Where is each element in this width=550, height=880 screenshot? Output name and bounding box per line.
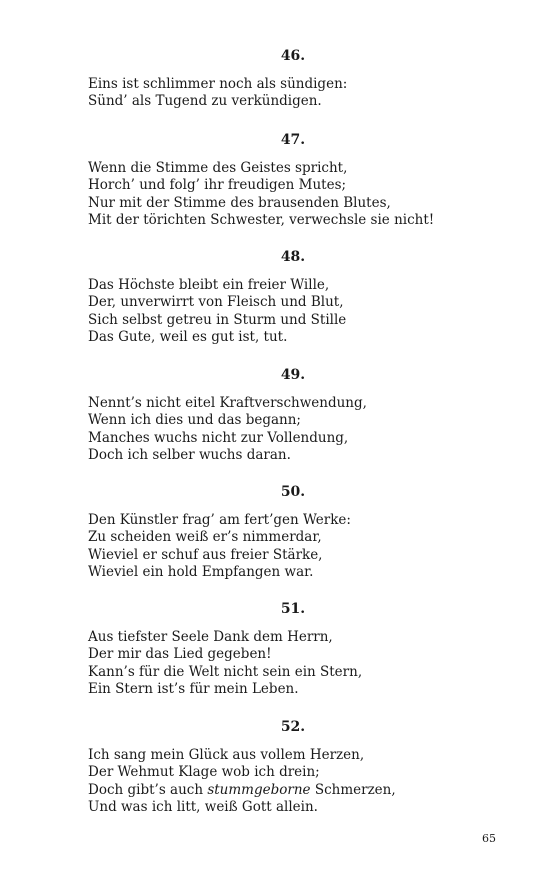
verse-line: Zu scheiden weiß er’s nimmerdar, bbox=[88, 529, 322, 546]
verse-line: Wieviel er schuf aus freier Stärke, bbox=[88, 546, 323, 563]
verse-line: Wieviel ein hold Empfangen war. bbox=[88, 563, 314, 580]
verse-line: Horch’ und folg’ ihr freudigen Mutes; bbox=[88, 177, 347, 194]
verse-line: Mit der törichten Schwester, verwechsle sie nicht! bbox=[88, 211, 435, 228]
verse-line: Manches wuchs nicht zur Vollendung, bbox=[88, 429, 349, 446]
verse-line: Der, unverwirrt von Fleisch und Blut, bbox=[88, 294, 344, 311]
stanza-50 bbox=[88, 483, 508, 581]
verse-line: Sich selbst getreu in Sturm und Stille bbox=[88, 311, 347, 328]
verse-line: Wenn ich dies und das begann; bbox=[88, 412, 301, 429]
verse-line: Aus tiefster Seele Dank dem Herrn, bbox=[88, 629, 333, 645]
verse-line-start: Doch gibt’s auch bbox=[88, 781, 208, 798]
stanza-number: 46. bbox=[280, 48, 306, 64]
verse-line bbox=[88, 782, 508, 799]
stanza-number: 52. bbox=[280, 719, 306, 735]
stanza-52 bbox=[88, 718, 508, 816]
stanza-51 bbox=[88, 600, 508, 698]
stanza-number: 49. bbox=[280, 367, 306, 383]
verse-line: Der mir das Lied gegeben! bbox=[88, 646, 272, 663]
stanza-47 bbox=[88, 131, 508, 229]
stanza-number: 48. bbox=[280, 249, 306, 265]
stanza-49 bbox=[88, 366, 508, 464]
verse-line: Den Künstler frag’ am fert’gen Werke: bbox=[88, 512, 351, 528]
stanza-48 bbox=[88, 248, 508, 346]
verse-line: Nur mit der Stimme des brausenden Blutes, bbox=[88, 194, 391, 211]
verse-line: Das Höchste bleibt ein freier Wille, bbox=[88, 277, 330, 293]
italic-word: stummgeborne bbox=[207, 781, 311, 798]
stanza-number: 50. bbox=[280, 484, 306, 500]
verse-line: Doch ich selber wuchs daran. bbox=[88, 446, 291, 463]
verse-line: Eins ist schlimmer noch als sündigen: bbox=[88, 76, 348, 92]
verse-line: Kann’s für die Welt nicht sein ein Stern, bbox=[88, 663, 363, 680]
verse-line: Der Wehmut Klage wob ich drein; bbox=[88, 764, 320, 781]
verse-line: Wenn die Stimme des Geistes spricht, bbox=[88, 160, 348, 176]
verse-line: Das Gute, weil es gut ist, tut. bbox=[88, 328, 288, 345]
stanza-number: 51. bbox=[280, 601, 306, 617]
verse-line: Sünd’ als Tugend zu verkündigen. bbox=[88, 93, 322, 110]
verse-line: Ich sang mein Glück aus vollem Herzen, bbox=[88, 747, 365, 763]
stanza-number: 47. bbox=[280, 132, 306, 148]
verse-line: Nennt’s nicht eitel Kraftverschwendung, bbox=[88, 395, 367, 411]
verse-line: Ein Stern ist’s für mein Leben. bbox=[88, 680, 299, 697]
verse-line: Und was ich litt, weiß Gott allein. bbox=[88, 798, 318, 815]
stanza-46 bbox=[88, 47, 508, 111]
page-number: 65 bbox=[482, 832, 496, 845]
verse-line-end: Schmerzen, bbox=[310, 781, 396, 798]
